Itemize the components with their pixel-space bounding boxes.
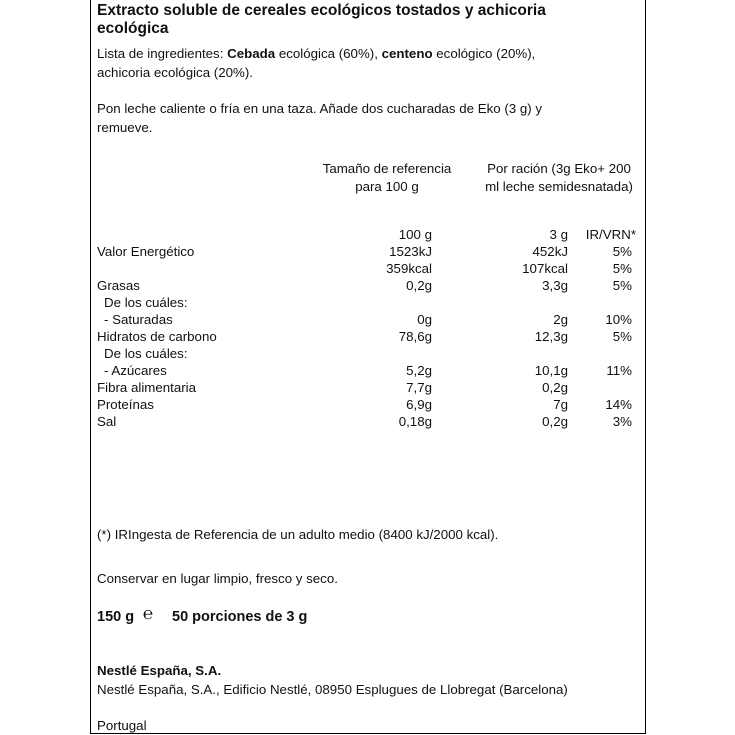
row-label: De los cuáles: — [104, 346, 188, 361]
country: Portugal — [97, 718, 147, 733]
ingredients-line2: achicoria ecológica (20%). — [97, 65, 253, 80]
col-ref-header-line1: Tamaño de referencia — [322, 161, 452, 176]
row-label: Fibra alimentaria — [97, 380, 197, 395]
row-serv: 10,1g — [534, 363, 568, 378]
row-label: Proteínas — [97, 397, 154, 412]
company-name: Nestlé España, S.A. — [97, 663, 222, 678]
row-label: - Azúcares — [104, 363, 167, 378]
unit-ref: 100 g — [398, 227, 432, 242]
row-vrn: 3% — [612, 414, 632, 429]
row-ref: 0,18g — [398, 414, 432, 429]
instructions-line1: Pon leche caliente o fría en una taza. Añade dos cucharadas de Eko (3 g) y — [97, 101, 542, 116]
col-serv-header-line1: Por ración (3g Eko+ 200 — [487, 161, 631, 176]
row-ref: 0,2g — [406, 278, 432, 293]
unit-serv: 3 g — [549, 227, 568, 242]
row-ref: 0g — [417, 312, 432, 327]
row-serv: 452kJ — [532, 244, 568, 259]
row-ref: 5,2g — [406, 363, 432, 378]
row-serv: 12,3g — [534, 329, 568, 344]
row-serv: 2g — [553, 312, 568, 327]
row-ref: 359kcal — [386, 261, 432, 276]
footnote: (*) IRIngesta de Referencia de un adulto medio (8400 kJ/2000 kcal). — [97, 527, 499, 542]
row-serv: 3,3g — [542, 278, 568, 293]
row-label: - Saturadas — [104, 312, 173, 327]
row-vrn: 5% — [612, 278, 632, 293]
col-serv-header-line2: ml leche semidesnatada) — [485, 179, 633, 194]
row-ref: 78,6g — [398, 329, 432, 344]
row-label: De los cuáles: — [104, 295, 188, 310]
row-ref: 7,7g — [406, 380, 432, 395]
product-title-line2: ecológica — [97, 20, 169, 37]
row-vrn: 10% — [605, 312, 632, 327]
ingredients-line1 — [97, 46, 535, 62]
product-title-line1: Extracto soluble de cereales ecológicos tostados y achicoria — [97, 2, 546, 19]
row-label: Grasas — [97, 278, 140, 293]
row-vrn: 14% — [605, 397, 632, 412]
estimated-sign-icon: ℮ — [143, 604, 154, 623]
row-serv: 7g — [553, 397, 568, 412]
row-ref: 6,9g — [406, 397, 432, 412]
portions: 50 porciones de 3 g — [172, 609, 308, 625]
row-vrn: 5% — [612, 244, 632, 259]
row-vrn: 5% — [612, 329, 632, 344]
ingredient-centeno: centeno — [381, 46, 433, 61]
company-address: Nestlé España, S.A., Edificio Nestlé, 08950 Esplugues de Llobregat (Barcelona) — [97, 682, 568, 697]
ingredient-cebada-detail: ecológica (60%), — [275, 46, 382, 61]
ingredient-centeno-detail: ecológico (20%), — [432, 46, 536, 61]
row-ref: 1523kJ — [389, 244, 432, 259]
row-label: Valor Energético — [97, 244, 195, 259]
col-ref-header-line2: para 100 g — [355, 179, 419, 194]
ingredients-label: Lista de ingredientes: — [97, 46, 224, 61]
row-label: Hidratos de carbono — [97, 329, 217, 344]
row-vrn: 5% — [612, 261, 632, 276]
row-serv: 0,2g — [542, 380, 568, 395]
storage-instructions: Conservar en lugar limpio, fresco y seco. — [97, 571, 338, 586]
row-serv: 107kcal — [522, 261, 568, 276]
instructions-line2: remueve. — [97, 120, 153, 135]
row-serv: 0,2g — [542, 414, 568, 429]
ingredient-cebada: Cebada — [227, 46, 276, 61]
unit-vrn: IR/VRN* — [585, 227, 636, 242]
row-label: Sal — [97, 414, 117, 429]
row-vrn: 11% — [606, 363, 632, 378]
net-weight: 150 g — [97, 609, 135, 625]
